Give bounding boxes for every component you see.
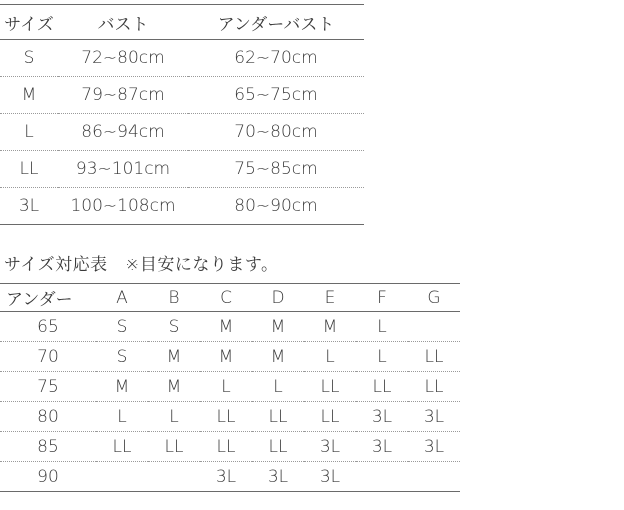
table-row — [0, 402, 460, 432]
size-cell — [408, 312, 460, 342]
size-cell: 3L — [356, 432, 408, 462]
under-bust-cell: 62~70cm — [234, 48, 318, 68]
bust-cell: 79~87cm — [58, 77, 188, 114]
under-bust-cell: 65~75cm — [188, 77, 364, 114]
size-cell: M — [218, 316, 234, 337]
header-bust: バスト — [58, 5, 188, 40]
size-cell: L — [377, 316, 387, 337]
under-value-cell: 90 — [0, 462, 96, 492]
size-cell: LL — [148, 432, 200, 462]
size-cell: 3L — [408, 402, 460, 432]
size-cell: L — [356, 342, 408, 372]
table-row — [0, 462, 460, 492]
table-row — [0, 77, 364, 114]
bust-cell: 86~94cm — [58, 114, 188, 151]
under-value-cell: 65 — [37, 316, 59, 337]
size-cell: LL — [408, 372, 460, 402]
table-row — [0, 372, 460, 402]
size-cell: 3L — [408, 432, 460, 462]
size-cell: LL — [304, 402, 356, 432]
header-under-bust: アンダーバスト — [188, 5, 364, 40]
size-cell: LL — [200, 432, 252, 462]
size-table-header-row — [0, 5, 364, 40]
size-cell: 3L — [304, 432, 356, 462]
size-cell: M — [96, 372, 148, 402]
under-value-cell: 70 — [0, 342, 96, 372]
header-cup-b: B — [148, 284, 200, 312]
size-cell: 3L — [200, 462, 252, 492]
size-cell: L — [304, 342, 356, 372]
table-row — [0, 432, 460, 462]
size-cell: M — [148, 372, 200, 402]
size-cell: 3L — [252, 462, 304, 492]
header-cup-a: A — [96, 284, 148, 312]
size-cell: M — [200, 342, 252, 372]
under-bust-cell: 80~90cm — [188, 188, 364, 225]
size-cell: L — [148, 402, 200, 432]
size-cell — [96, 462, 148, 492]
header-cup-c: C — [200, 284, 252, 312]
table-row — [0, 342, 460, 372]
size-cell: M — [270, 316, 286, 337]
header-cup-f: F — [356, 284, 408, 312]
size-cell: M — [322, 316, 338, 337]
table-row — [0, 40, 364, 77]
size-cell — [408, 462, 460, 492]
size-cell: LL — [96, 432, 148, 462]
size-cell: 3L — [356, 402, 408, 432]
header-size: サイズ — [0, 5, 58, 40]
compat-header-row — [0, 284, 460, 312]
size-cell: 3L — [304, 462, 356, 492]
header-cup-e: E — [304, 284, 356, 312]
table-row — [0, 188, 364, 225]
header-cup-d: D — [252, 284, 304, 312]
size-cell: LL — [252, 402, 304, 432]
compat-table — [0, 283, 460, 492]
size-cell: M — [252, 342, 304, 372]
size-cell: LL — [356, 372, 408, 402]
under-value-cell: 80 — [0, 402, 96, 432]
size-cell: LL — [252, 432, 304, 462]
compat-table-caption: サイズ対応表 ※目安になります。 — [4, 255, 279, 275]
bust-cell: 72~80cm — [81, 48, 165, 68]
size-cell: L — [252, 372, 304, 402]
header-under: アンダー — [0, 284, 96, 312]
size-cell: LL — [0, 151, 58, 188]
size-table — [0, 4, 364, 225]
under-value-cell: 85 — [0, 432, 96, 462]
under-bust-cell: 75~85cm — [188, 151, 364, 188]
size-cell: LL — [200, 402, 252, 432]
under-bust-cell: 70~80cm — [188, 114, 364, 151]
size-cell: M — [0, 77, 58, 114]
size-cell: 3L — [0, 188, 58, 225]
size-cell: S — [168, 316, 180, 337]
size-cell: S — [23, 48, 35, 68]
size-cell — [148, 462, 200, 492]
size-cell: S — [96, 342, 148, 372]
table-row — [0, 312, 460, 342]
size-cell: M — [148, 342, 200, 372]
size-cell: L — [0, 114, 58, 151]
table-row — [0, 114, 364, 151]
bust-cell: 100~108cm — [58, 188, 188, 225]
size-cell — [356, 462, 408, 492]
size-cell: L — [200, 372, 252, 402]
size-cell: LL — [304, 372, 356, 402]
header-cup-g: G — [408, 284, 460, 312]
size-cell: L — [96, 402, 148, 432]
bust-cell: 93~101cm — [58, 151, 188, 188]
under-value-cell: 75 — [0, 372, 96, 402]
table-row — [0, 151, 364, 188]
size-cell: LL — [408, 342, 460, 372]
size-cell: S — [116, 316, 128, 337]
